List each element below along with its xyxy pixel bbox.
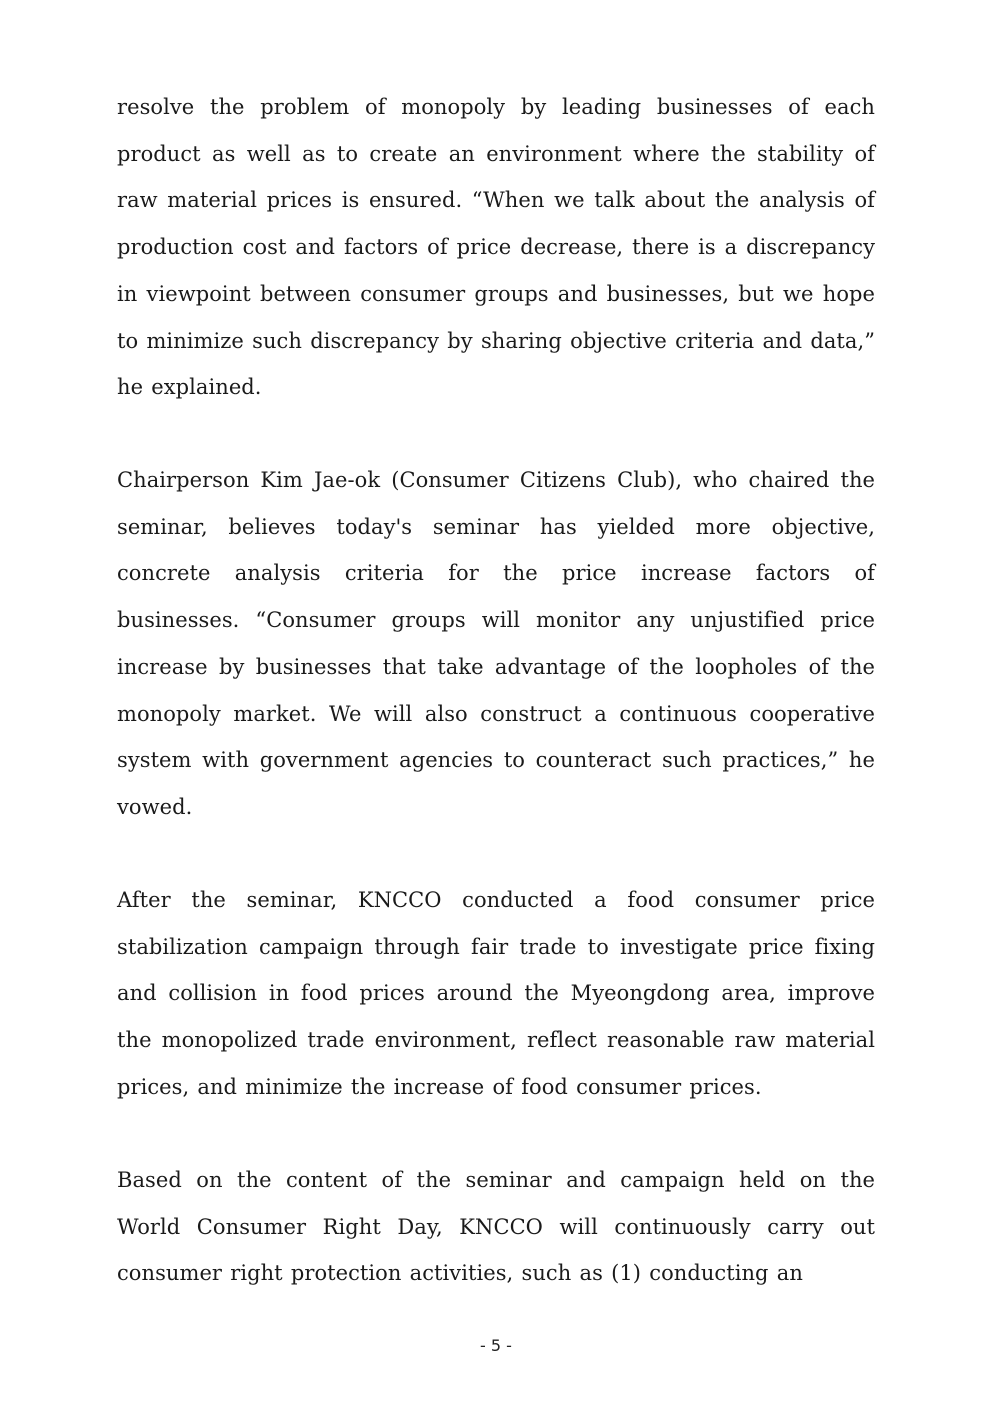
paragraph: resolve the problem of monopoly by leading businesses of each product as well as to create an environment where the stability of raw material prices is ensured. “When we talk about the analysis of production cost and factors of price decrease, there is a discrepancy in viewpoint between consumer groups and businesses, but we hope to minimize such discrepancy by sharing objective criteria and data,” he explained. [117, 95, 875, 400]
paragraph: Chairperson Kim Jae-ok (Consumer Citizens Club), who chaired the seminar, believes today's seminar has yielded more objective, concrete analysis criteria for the price increase factors of businesses. “Consumer groups will monitor any unjustified price increase by businesses that take advantage of the loopholes of the monopoly market. We will also construct a continuous cooperative system with government agencies to counteract such practices,” he vowed. [117, 468, 875, 819]
body-text-block [117, 1157, 875, 1297]
paragraph: After the seminar, KNCCO conducted a food consumer price stabilization campaign through fair trade to investigate price fixing and collision in food prices around the Myeongdong area, improve the monopolized trade environment, reflect reasonable raw material prices, and minimize the increase of food consumer prices. [117, 888, 875, 1099]
page-number: - 5 - [480, 1336, 512, 1355]
body-text-block [117, 84, 875, 411]
body-text-block [117, 877, 875, 1111]
paragraph: Based on the content of the seminar and campaign held on the World Consumer Right Day, KNCCO will continuously carry out consumer right protection activities, such as (1) conducting an [117, 1168, 875, 1286]
body-text-block [117, 457, 875, 831]
